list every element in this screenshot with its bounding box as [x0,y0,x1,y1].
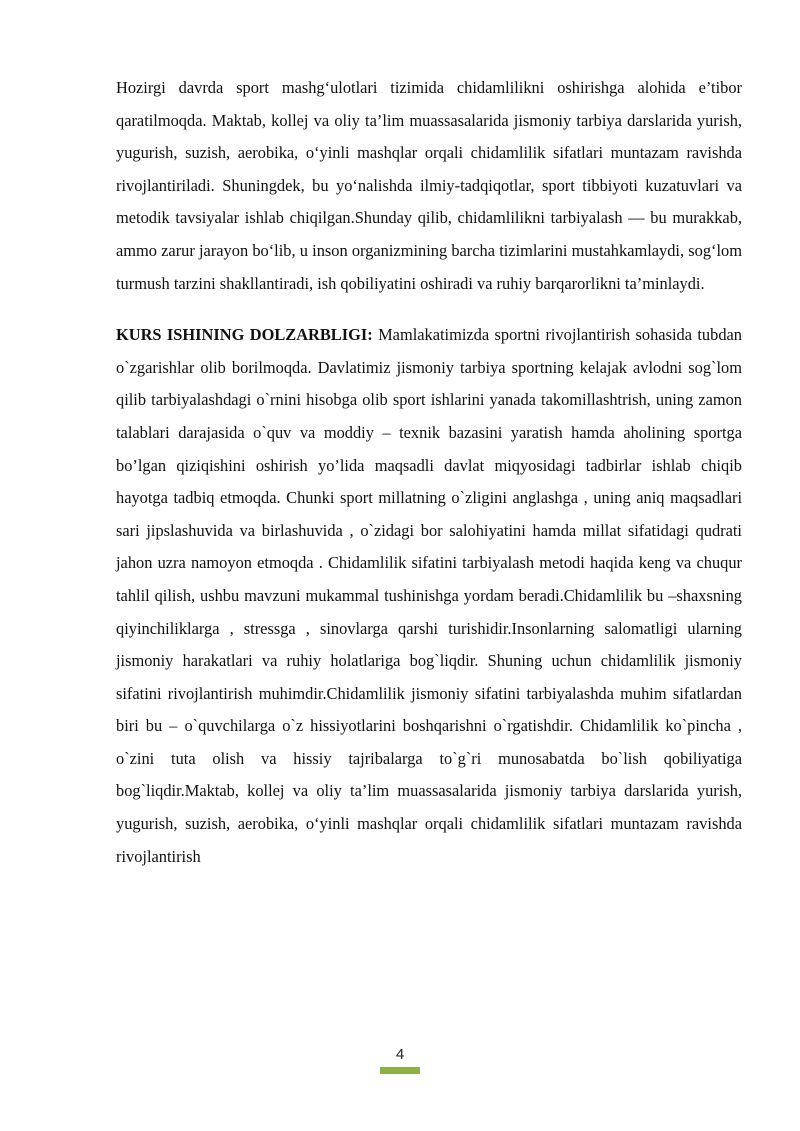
paragraph-relevance [116,319,742,873]
page-number-accent-bar [380,1067,420,1074]
page-number: 4 [395,1046,405,1063]
paragraph-intro: Hozirgi davrda sport mashg‘ulotlari tizimida chidamlilikni oshirishga alohida e’tibor qaratilmoqda. Maktab, kollej va oliy ta’lim muassasalarida jismoniy tarbiya darslarida yurish, yugurish, suzish, aerobika, o‘yinli mashqlar orqali chidamlilik sifatlari muntazam ravishda rivojlantiriladi. Shuningdek, bu yo‘nalishda ilmiy-tadqiqotlar, sport tibbiyoti kuzatuvlari va metodik tavsiyalar ishlab chiqilgan.Shunday qilib, chidamlilikni tarbiyalash — bu murakkab, ammo zarur jarayon bo‘lib, u inson organizmining barcha tizimlarini mustahkamlaydi, sog‘lom turmush tarzini shakllantiradi, ish qobiliyatini oshiradi va ruhiy barqarorlikni ta’minlaydi. [116,78,742,293]
section-heading: KURS ISHINING DOLZARBLIGI: [116,325,373,345]
document-body [116,72,742,873]
page-footer [0,1044,800,1074]
paragraph-relevance-text: Mamlakatimizda sportni rivojlantirish sohasida tubdan o`zgarishlar olib borilmoqda. Davlatimiz jismoniy tarbiya sportning kelajak avlodni sog`lom qilib tarbiyalashdagi o`rnini hisobga olib sport ishlarini yanada takomillashtrish, uning zamon talablari darajasida o`quv va moddiy – texnik bazasini yaratish hamda aholining sportga bo’lgan qiziqishini oshirish yo’lida maqsadli davlat miqyosidagi tadbirlar ishlab chiqib hayotga tadbiq etmoqda. Chunki sport millatning o`zligini anglashga , uning aniq maqsadlari sari jipslashuvida va birlashuvida , o`zidagi bor salohiyatini hamda millat sifatidagi qudrati jahon uzra namoyon etmoqda . Chidamlilik sifatini tarbiyalash metodi haqida keng va chuqur tahlil qilish, ushbu mavzuni mukammal tushinishga yordam beradi.Chidamlilik bu –shaxsning qiyinchiliklarga , stressga , sinovlarga qarshi turishidir.Insonlarning salomatligi ularning jismoniy harakatlari va ruhiy holatlariga bog`liqdir. Shuning uchun chidamlilik jismoniy sifatini rivojlantirish muhimdir.Chidamlilik jismoniy sifatini tarbiyalashda muhim sifatlardan biri bu – o`quvchilarga o`z hissiyotlarini boshqarishni o`rgatishdir. Chidamlilik ko`pincha , o`zini tuta olish va hissiy tajribalarga to`g`ri munosabatda bo`lish qobiliyatiga bog`liqdir.Maktab, kollej va oliy ta’lim muassasalarida jismoniy tarbiya darslarida yurish, yugurish, suzish, aerobika, o‘yinli mashqlar orqali chidamlilik sifatlari muntazam ravishda rivojlantirish [116,325,742,866]
